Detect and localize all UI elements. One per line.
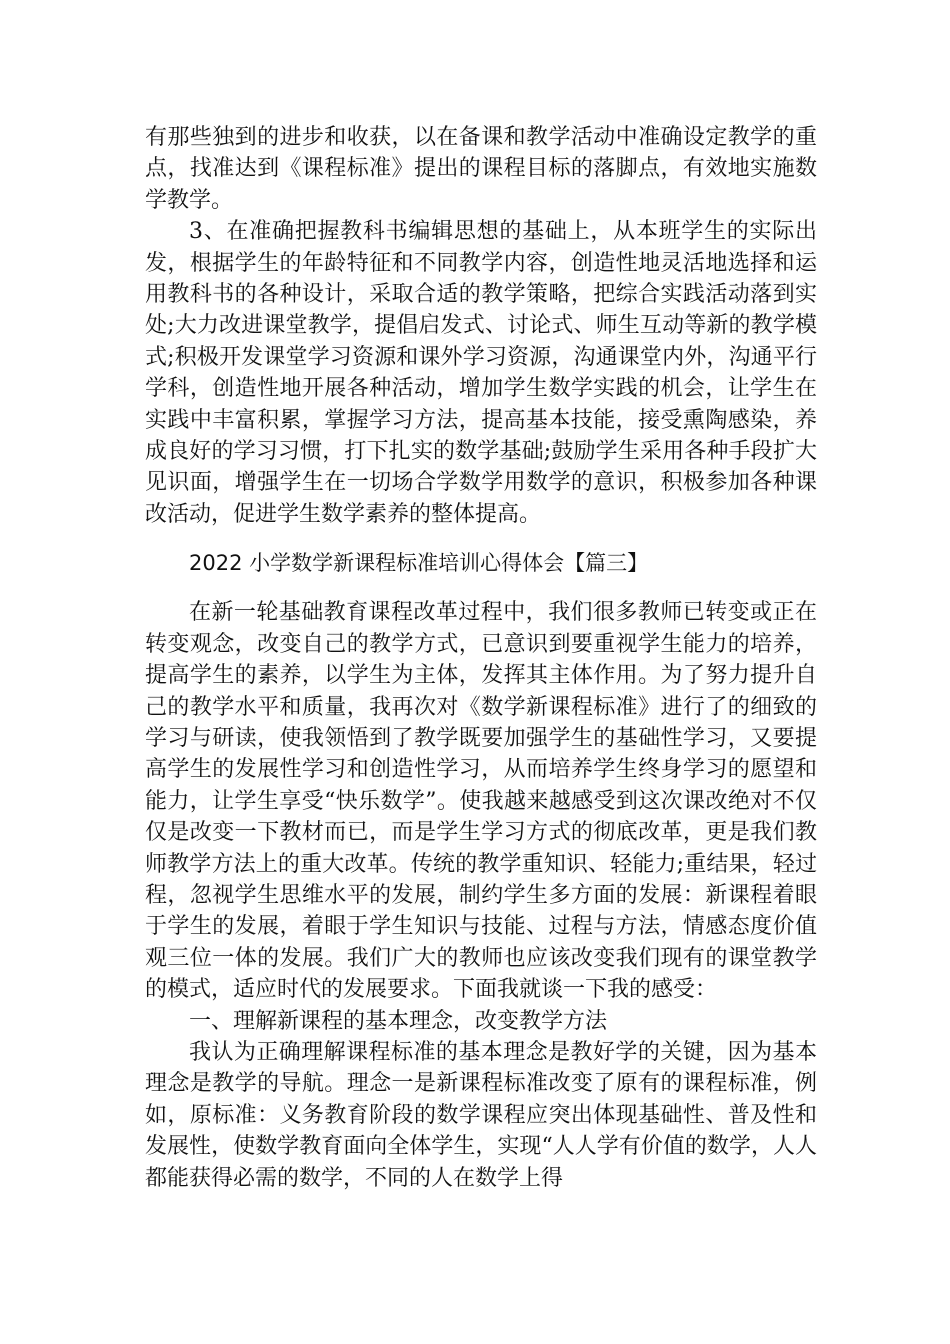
paragraph-continuation: 有那些独到的进步和收获，以在备课和教学活动中准确设定教学的重点，找准达到《课程标准》提出的课程目标的落脚点，有效地实施数学教学。	[145, 125, 817, 213]
paragraph-item-3: 3、在准确把握教科书编辑思想的基础上，从本班学生的实际出发，根据学生的年龄特征和不同教学内容，创造性地灵活地选择和运用教科书的各种设计，采取合适的教学策略，把综合实践活动落到实处;大力改进课堂教学，提倡启发式、讨论式、师生互动等新的教学模式;积极开发课堂学习资源和课外学习资源，沟通课堂内外，沟通平行学科，创造性地开展各种活动，增加学生数学实践的机会，让学生在实践中丰富积累，掌握学习方法，提高基本技能，接受熏陶感染，养成良好的学习习惯，打下扎实的数学基础;鼓励学生采用各种手段扩大见识面，增强学生在一切场合学数学用数学的意识，积极参加各种课改活动，促进学生数学素养的整体提高。	[145, 219, 817, 527]
subheading-one: 一、理解新课程的基本理念，改变教学方法	[189, 1008, 608, 1034]
paragraph-basic-concepts: 我认为正确理解课程标准的基本理念是教好学的关键，因为基本理念是教学的导航。理念一是新课程标准改变了原有的课程标准，例如，原标准：义务教育阶段的数学课程应突出体现基础性、普及性和发展性，使数学教育面向全体学生，实现“人人学有价值的数学，人人都能获得必需的数学，不同的人在数学上得	[145, 1039, 817, 1191]
paragraph-intro: 在新一轮基础教育课程改革过程中，我们很多教师已转变或正在转变观念，改变自己的教学方式，已意识到要重视学生能力的培养，提高学生的素养，以学生为主体，发挥其主体作用。为了努力提升自己的教学水平和质量，我再次对《数学新课程标准》进行了的细致的学习与研读，使我领悟到了教学既要加强学生的基础性学习，又要提高学生的发展性学习和创造性学习，从而培养学生终身学习的愿望和能力，让学生享受“快乐数学”。使我越来越感受到这次课改绝对不仅仅是改变一下教材而已，而是学生学习方式的彻底改革，更是我们教师教学方法上的重大改革。传统的教学重知识、轻能力;重结果，轻过程，忽视学生思维水平的发展，制约学生多方面的发展：新课程着眼于学生的发展，着眼于学生知识与技能、过程与方法，情感态度价值观三位一体的发展。我们广大的教师也应该改变我们现有的课堂教学的模式，适应时代的发展要求。下面我就谈一下我的感受：	[145, 600, 817, 1003]
document-page	[145, 122, 817, 1194]
section-heading: 2022 小学数学新课程标准培训心得体会【篇三】	[189, 551, 649, 576]
